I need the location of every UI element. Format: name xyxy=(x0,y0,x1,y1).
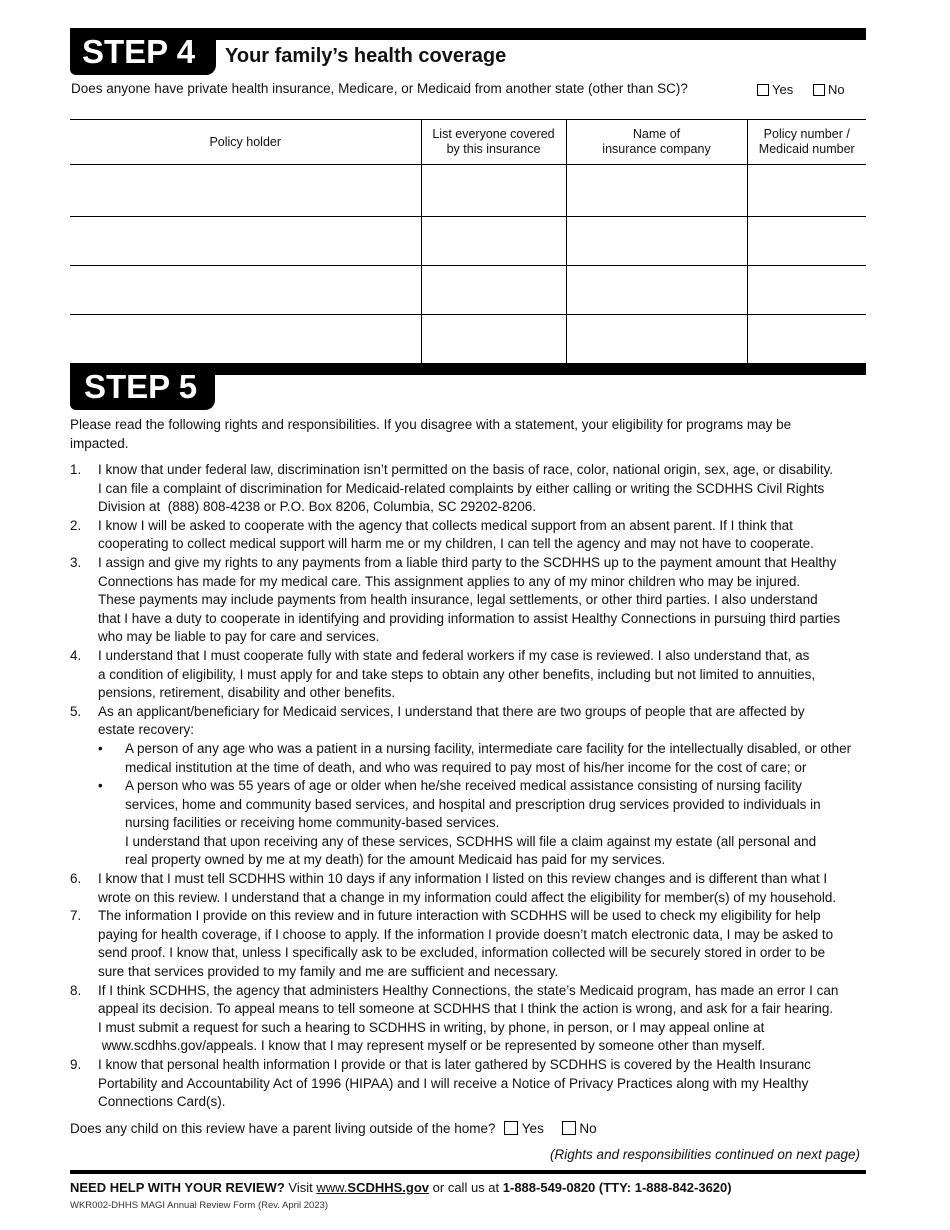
rights-item-line: wrote on this review. I understand that a change in my information could affect the eligibility for member(s) of my household. xyxy=(98,889,837,905)
table-row xyxy=(70,165,866,217)
parent-no-label: No xyxy=(579,1121,597,1136)
rights-item-line: who may be liable to pay for care and services. xyxy=(98,629,380,645)
insurance-company-cell[interactable] xyxy=(566,266,747,315)
insurance-company-cell[interactable] xyxy=(566,315,747,364)
rights-item xyxy=(70,1056,866,1112)
rights-item-line: I understand that I must cooperate fully with state and federal workers if my case is reviewed. I also understand that, as xyxy=(98,647,810,663)
bullet-icon: • xyxy=(98,740,103,756)
rights-item-number: 6. xyxy=(70,871,82,887)
list-item xyxy=(98,777,866,833)
help-heading: NEED HELP WITH YOUR REVIEW? xyxy=(70,1180,285,1195)
step4-header xyxy=(70,28,866,76)
table-row xyxy=(70,315,866,364)
table-row xyxy=(70,266,866,315)
rights-item-line: estate recovery: xyxy=(98,722,195,738)
insurance-yes-checkbox[interactable] xyxy=(757,84,769,96)
policy-holder-cell[interactable] xyxy=(70,217,421,266)
policy-number-cell[interactable] xyxy=(747,315,866,364)
rights-item xyxy=(70,703,866,870)
rights-item-line: Connections Card(s). xyxy=(98,1094,226,1110)
parent-no-option[interactable] xyxy=(562,1121,597,1136)
rights-item-line: appeal its decision. To appeal means to tell someone at SCDHHS that I think the action is wrong, and ask for a fair hearing. xyxy=(98,1001,834,1017)
rights-item xyxy=(70,647,866,703)
rights-item-number: 3. xyxy=(70,554,82,570)
rights-item-line: I know that I must tell SCDHHS within 10 days if any information I listed on this review changes and is different than what I xyxy=(98,871,828,887)
rights-intro: Please read the following rights and responsibilities. If you disagree with a statement, your eligibility for programs may be impacted. xyxy=(70,417,792,451)
rights-item-line: I know that personal health information I provide or that is later gathered by SCDHHS is covered by the Health Insuranc xyxy=(98,1057,811,1072)
insurance-yes-option[interactable] xyxy=(757,82,793,97)
policy-number-cell[interactable] xyxy=(747,217,866,266)
col-insurance-company: Name of insurance company xyxy=(566,120,747,165)
insurance-no-option[interactable] xyxy=(813,82,845,97)
step5-label: STEP 5 xyxy=(70,363,215,410)
rights-item-line: sure that services provided to my family and me are sufficient and necessary. xyxy=(98,964,559,980)
rights-item-number: 4. xyxy=(70,647,82,663)
parent-yes-checkbox[interactable] xyxy=(504,1121,518,1135)
rights-item-line: The information I provide on this review and in future interaction with SCDHHS will be used to check my eligibility for help xyxy=(98,908,821,924)
rights-item xyxy=(70,517,866,554)
rights-item xyxy=(70,554,866,647)
rights-item-line: cooperating to collect medical support will harm me or my children, I can tell the agency and may not have to cooperate. xyxy=(98,536,814,552)
covered-people-cell[interactable] xyxy=(421,266,566,315)
col-covered-people: List everyone covered by this insurance xyxy=(421,120,566,165)
coverage-header-row xyxy=(70,120,866,165)
policy-holder-cell[interactable] xyxy=(70,315,421,364)
parent-question-row xyxy=(70,1121,597,1136)
rights-item-line: www.scdhhs.gov/appeals. I know that I may represent myself or be represented by someone other than myself. xyxy=(98,1038,766,1054)
help-visit: Visit xyxy=(288,1180,313,1195)
continued-note: (Rights and responsibilities continued on next page) xyxy=(550,1147,860,1162)
rights-item-line: I know that under federal law, discrimination isn’t permitted on the basis of race, color, national origin, sex, age, or disability. xyxy=(98,462,834,477)
covered-people-cell[interactable] xyxy=(421,165,566,217)
list-item xyxy=(98,740,866,777)
rights-item-line: These payments may include payments from health insurance, legal settlements, or other third parties. I also understand xyxy=(98,592,818,608)
rights-item-number: 7. xyxy=(70,908,82,924)
rights-item-line: As an applicant/beneficiary for Medicaid services, I understand that there are two groups of people that are affected by xyxy=(98,703,805,719)
insurance-company-cell[interactable] xyxy=(566,165,747,217)
bullet-line: A person who was 55 years of age or older when he/she received medical assistance consisting of nursing facility xyxy=(125,778,802,794)
rights-item-line: I assign and give my rights to any payments from a liable third party to the SCDHHS up to the payment amount that Healthy xyxy=(98,554,837,570)
bullet-line: medical institution at the time of death, and who was required to pay most of his/her income for the cost of care; or xyxy=(125,759,807,775)
insurance-company-cell[interactable] xyxy=(566,217,747,266)
help-line xyxy=(70,1180,732,1195)
rights-item-line: Division at (888) 808-4238 or P.O. Box 8206, Columbia, SC 29202-8206. xyxy=(98,499,537,515)
rights-item-line: a condition of eligibility, I must apply for and take steps to obtain any other benefits, including but not limited to annuities, xyxy=(98,666,816,682)
step5-header xyxy=(70,363,866,411)
help-phones: 1-888-549-0820 (TTY: 1-888-842-3620) xyxy=(502,1180,732,1195)
covered-people-cell[interactable] xyxy=(421,217,566,266)
insurance-yes-label: Yes xyxy=(772,82,794,97)
rights-item-line: send proof. I know that, unless I specifically ask to be excluded, information collected will be securely stored in order to be xyxy=(98,945,826,961)
rights-item-line: I can file a complaint of discrimination for Medicaid-related complaints by either calling or writing the SCDHHS Civil Rights xyxy=(98,480,825,496)
rights-item-number: 8. xyxy=(70,982,82,998)
rights-item-line: I know I will be asked to cooperate with the agency that collects medical support from an absent parent. If I think that xyxy=(98,517,793,533)
policy-number-cell[interactable] xyxy=(747,266,866,315)
insurance-no-checkbox[interactable] xyxy=(813,84,825,96)
parent-no-checkbox[interactable] xyxy=(562,1121,576,1135)
rights-item-line: I must submit a request for such a hearing to SCDHHS in writing, by phone, in person, or I may appeal online at xyxy=(98,1019,765,1035)
col-policy-holder: Policy holder xyxy=(70,120,421,165)
rights-item-line: If I think SCDHHS, the agency that administers Healthy Connections, the state’s Medicaid program, has made an error I can xyxy=(98,982,839,998)
coverage-table xyxy=(70,119,866,364)
parent-yes-label: Yes xyxy=(521,1121,544,1136)
rights-item-number: 9. xyxy=(70,1057,82,1072)
rights-item-number: 2. xyxy=(70,517,82,533)
covered-people-cell[interactable] xyxy=(421,315,566,364)
help-call: or call us at xyxy=(432,1180,500,1195)
step4-title: Your family’s health coverage xyxy=(225,45,507,67)
insurance-question: Does anyone have private health insurance, Medicare, or Medicaid from another state (other than SC)? xyxy=(71,81,688,96)
policy-number-cell[interactable] xyxy=(747,165,866,217)
rights-item-line: paying for health coverage, if I choose to apply. If the information I provide doesn’t match electronic data, I may be asked to xyxy=(98,926,834,942)
rights-item-line: that I have a duty to cooperate in identifying and providing information to assist Healthy Connections in pursuing third parties xyxy=(98,610,841,626)
insurance-no-label: No xyxy=(828,82,845,97)
table-row xyxy=(70,217,866,266)
policy-holder-cell[interactable] xyxy=(70,165,421,217)
rights-item-number: 1. xyxy=(70,462,82,477)
parent-yes-option[interactable] xyxy=(504,1121,547,1136)
rights-item xyxy=(70,461,866,517)
step4-label: STEP 4 xyxy=(70,28,216,75)
bullet-line: A person of any age who was a patient in a nursing facility, intermediate care facility for the intellectually disabled, or other xyxy=(125,740,852,756)
rights-list xyxy=(70,461,866,1112)
parent-question: Does any child on this review have a parent living outside of the home? xyxy=(70,1121,496,1136)
bullet-line: services, home and community based services, and hospital and prescription drug services provided to individuals in xyxy=(125,796,821,812)
scdhhs-link[interactable]: www.SCDHHS.gov xyxy=(316,1180,430,1195)
rights-item-number: 5. xyxy=(70,703,82,719)
rights-item xyxy=(70,982,866,1056)
rights-item-line: Portability and Accountability Act of 1996 (HIPAA) and I will receive a Notice of Privacy Practices along with my Healthy xyxy=(98,1075,809,1091)
bullet-icon: • xyxy=(98,778,103,794)
estate-claim-line: I understand that upon receiving any of these services, SCDHHS will file a claim against my estate (all personal and xyxy=(125,833,817,849)
rights-item xyxy=(70,870,866,907)
form-id: WKR002-DHHS MAGI Annual Review Form (Rev. April 2023) xyxy=(70,1200,328,1211)
footer-divider xyxy=(70,1170,866,1174)
bullet-line: nursing facilities or receiving home community-based services. xyxy=(125,815,500,831)
rights-item xyxy=(70,907,866,981)
estate-recovery-groups xyxy=(98,740,866,833)
policy-holder-cell[interactable] xyxy=(70,266,421,315)
rights-item-line: pensions, retirement, disability and other benefits. xyxy=(98,685,396,701)
rights-item-line: Connections has made for my medical care. This assignment applies to any of my minor children who may be injured. xyxy=(98,573,801,589)
col-policy-number: Policy number / Medicaid number xyxy=(747,120,866,165)
estate-claim-line: real property owned by me at my death) for the amount Medicaid has paid for my services. xyxy=(125,852,666,868)
